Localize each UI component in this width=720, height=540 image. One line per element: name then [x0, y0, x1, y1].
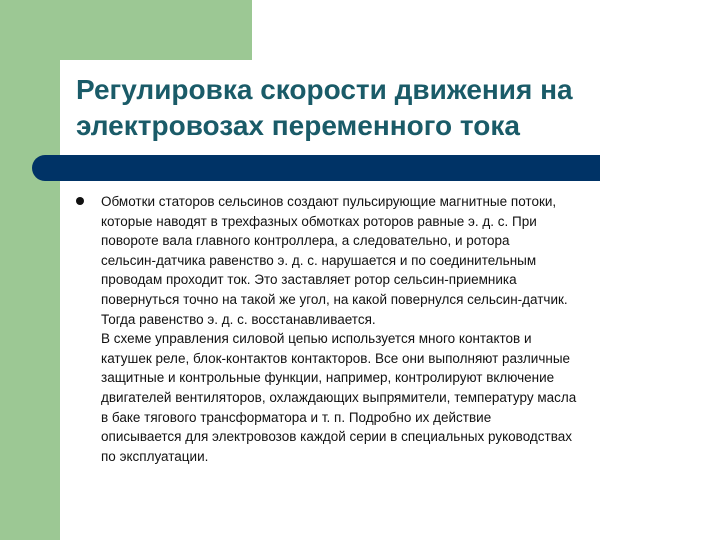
bullet-item [76, 192, 676, 466]
bullet-text [101, 192, 676, 466]
text-line: которые наводят в трехфазных обмотках роторов равные э. д. с. При [101, 213, 537, 229]
text-line: Обмотки статоров сельсинов создают пульсирующие магнитные потоки, [101, 194, 557, 209]
title-line: электровозах переменного тока [76, 110, 520, 141]
bullet-icon [76, 197, 84, 205]
text-line: по эксплуатации. [101, 448, 209, 464]
text-line: сельсин-датчика равенство э. д. с. нарушается и по соединительным [101, 252, 537, 268]
green-top-block [0, 0, 252, 60]
text-line: проводам проходит ток. Это заставляет ротор сельсин-приемника [101, 272, 517, 288]
title-line: Регулировка скорости движения на [76, 74, 573, 105]
text-line: описывается для электровозов каждой серии в специальных руководствах [101, 429, 572, 445]
title-divider-bar [32, 155, 600, 181]
text-line: защитные и контрольные функции, например, контролируют включение [101, 370, 555, 386]
text-line: катушек реле, блок-контактов контакторов. Все они выполняют различные [101, 350, 571, 366]
text-line: Тогда равенство э. д. с. восстанавливается. [101, 311, 376, 327]
text-line: повернуться точно на такой же угол, на какой повернулся сельсин-датчик. [101, 291, 568, 307]
text-line: повороте вала главного контроллера, а следовательно, и ротора [101, 233, 510, 249]
green-side-panel [0, 0, 60, 540]
text-line: в баке тягового трансформатора и т. п. Подробно их действие [101, 409, 492, 425]
text-line: двигателей вентиляторов, охлаждающих выпрямители, температуру масла [101, 389, 577, 405]
slide-title [76, 72, 696, 144]
text-line: В схеме управления силовой цепью используется много контактов и [101, 331, 532, 347]
